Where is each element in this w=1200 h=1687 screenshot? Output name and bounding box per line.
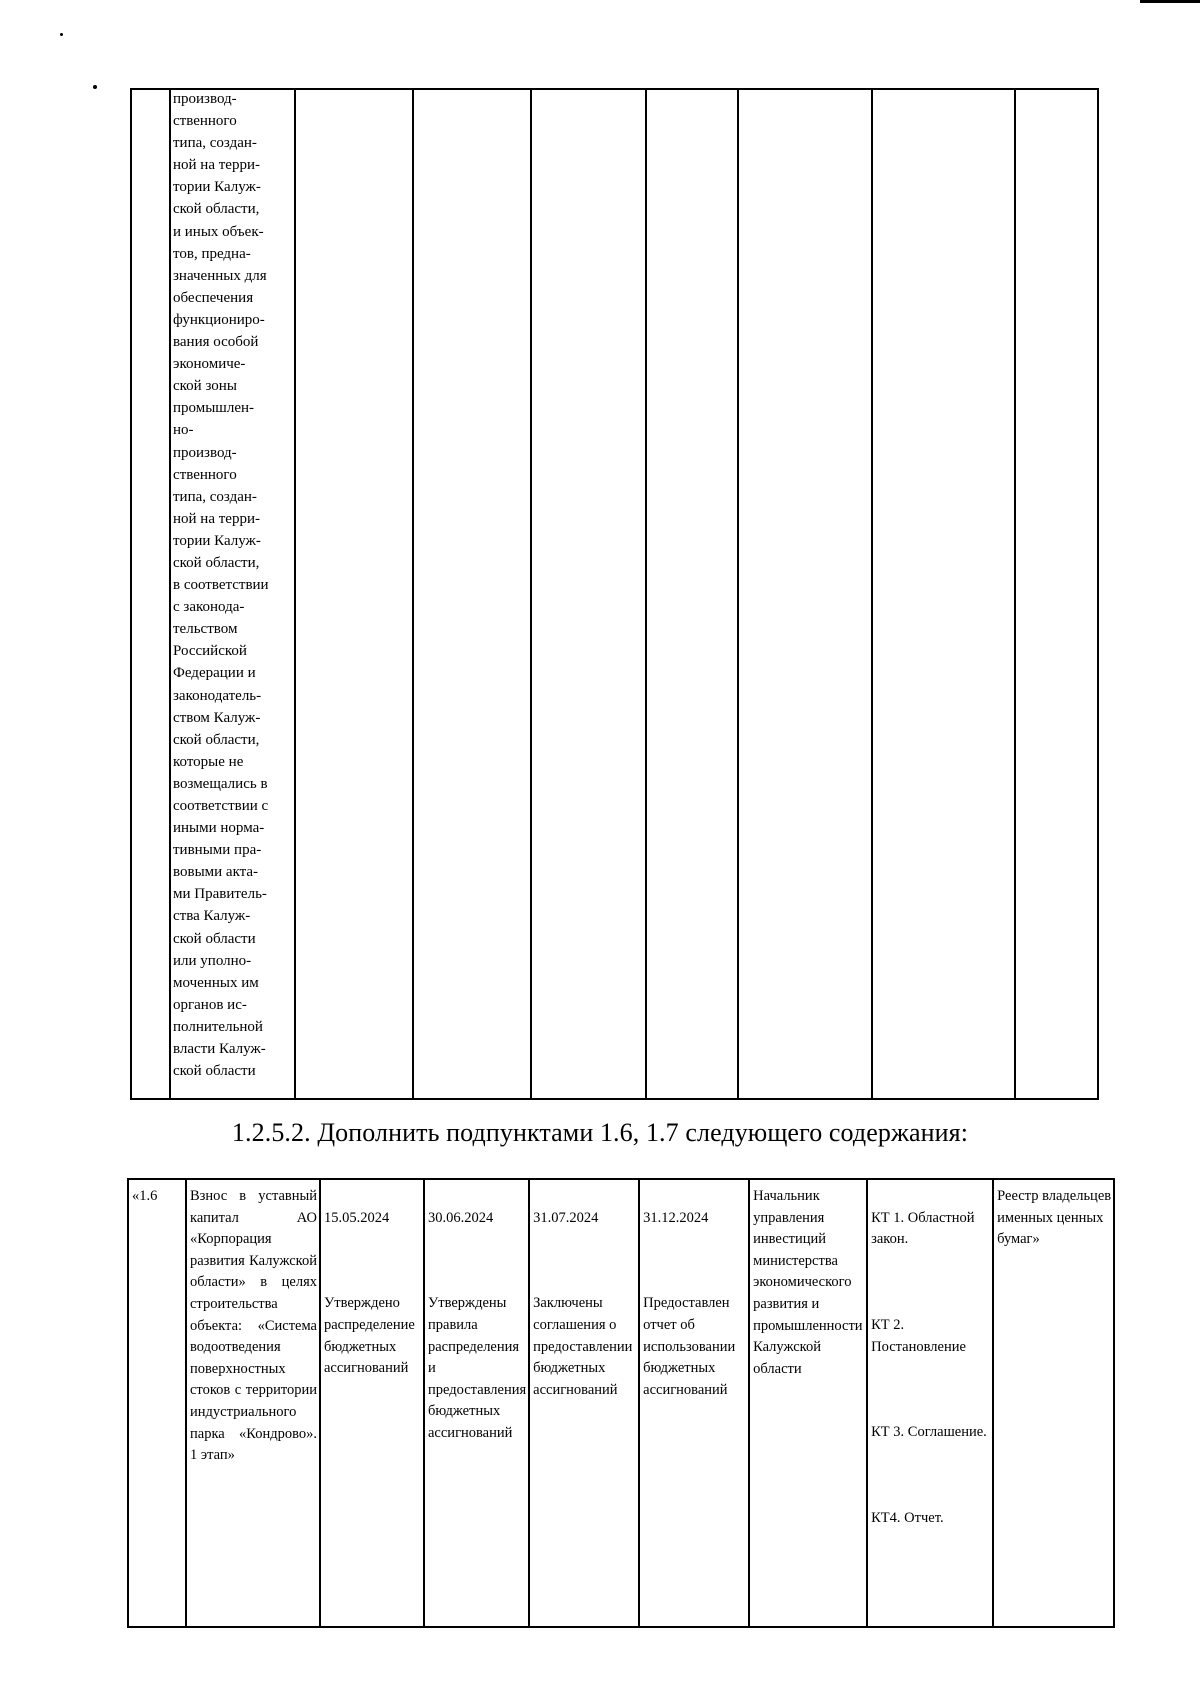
responsible-person: Начальник управления инвестиций министерства экономического развития и промышленности Калужской области (749, 1179, 867, 1627)
table-cell (295, 89, 413, 1099)
table-row (131, 89, 1098, 1099)
table-cell (531, 89, 646, 1099)
kt2-text: КТ 2. Постановление (871, 1316, 966, 1355)
checkpoint-1 (320, 1179, 424, 1627)
continuation-text: производ- ственного типа, создан- ной на терри- тории Калуж- ской области, и иных объек- тов, предна- значенных для обеспечения функциониро- вания особой экономиче- ской зоны промышлен- но- производ- ственного типа, создан- ной на терри- тории Калуж- ской области, в соответствии с законода- тельством Российской Федерации и законодатель- ством Калуж- ской области, которые не возмещались в соответствии с иными норма- тивными пра- вовыми акта- ми Правитель- ства Калуж- ской области или уполно- моченных им органов ис- полнительной власти Калуж- ской области (173, 91, 269, 1080)
checkpoint-4-text: Предоставлен отчет об использовании бюджетных ассигнований (643, 1295, 736, 1398)
checkpoint-documents (867, 1179, 993, 1627)
checkpoint-2 (424, 1179, 529, 1627)
table-cell (738, 89, 872, 1099)
kt1-text: КТ 1. Областной закон. (871, 1209, 975, 1248)
kt3-text: КТ 3. Соглашение. (871, 1424, 987, 1441)
table-cell (1015, 89, 1098, 1099)
checkpoint-2-text: Утверждены правила распределения и предоставления бюджетных ассигнований (428, 1295, 527, 1441)
checkpoint-3 (529, 1179, 639, 1627)
section-heading: 1.2.5.2. Дополнить подпунктами 1.6, 1.7 следующего содержания: (231, 1118, 969, 1147)
checkpoint-4-date: 31.12.2024 (643, 1209, 709, 1226)
checkpoint-1-text: Утверждено распределение бюджетных ассигнований (324, 1295, 415, 1377)
kt4-text: КТ4. Отчет. (871, 1510, 944, 1527)
checkpoint-1-date: 15.05.2024 (324, 1209, 390, 1226)
table-cell (413, 89, 531, 1099)
checkpoint-3-date: 31.07.2024 (533, 1209, 599, 1226)
addition-table (127, 1178, 1115, 1628)
checkpoint-3-text: Заключены соглашения о предоставлении бюджетных ассигнований (533, 1295, 633, 1398)
checkpoint-4 (639, 1179, 749, 1627)
table-cell (646, 89, 738, 1099)
checkpoint-2-date: 30.06.2024 (428, 1209, 494, 1226)
measure-name: Взнос в уставный капитал АО «Корпорация развития Калужской области» в целях строительства объекта: «Система водоотведения поверхностных стоков с территории индустриального парка «Кондрово». 1 этап» (186, 1179, 320, 1627)
scan-edge-mark (1140, 0, 1200, 3)
table-cell-description (170, 89, 295, 1099)
continued-table (130, 88, 1099, 1100)
scan-speck (60, 33, 63, 36)
scan-speck (93, 85, 97, 89)
table-cell (872, 89, 1015, 1099)
table-row (128, 1179, 1114, 1627)
row-number: «1.6 (128, 1179, 186, 1627)
information-system: Реестр владельцев именных ценных бумаг» (993, 1179, 1114, 1627)
table-cell-number (131, 89, 170, 1099)
